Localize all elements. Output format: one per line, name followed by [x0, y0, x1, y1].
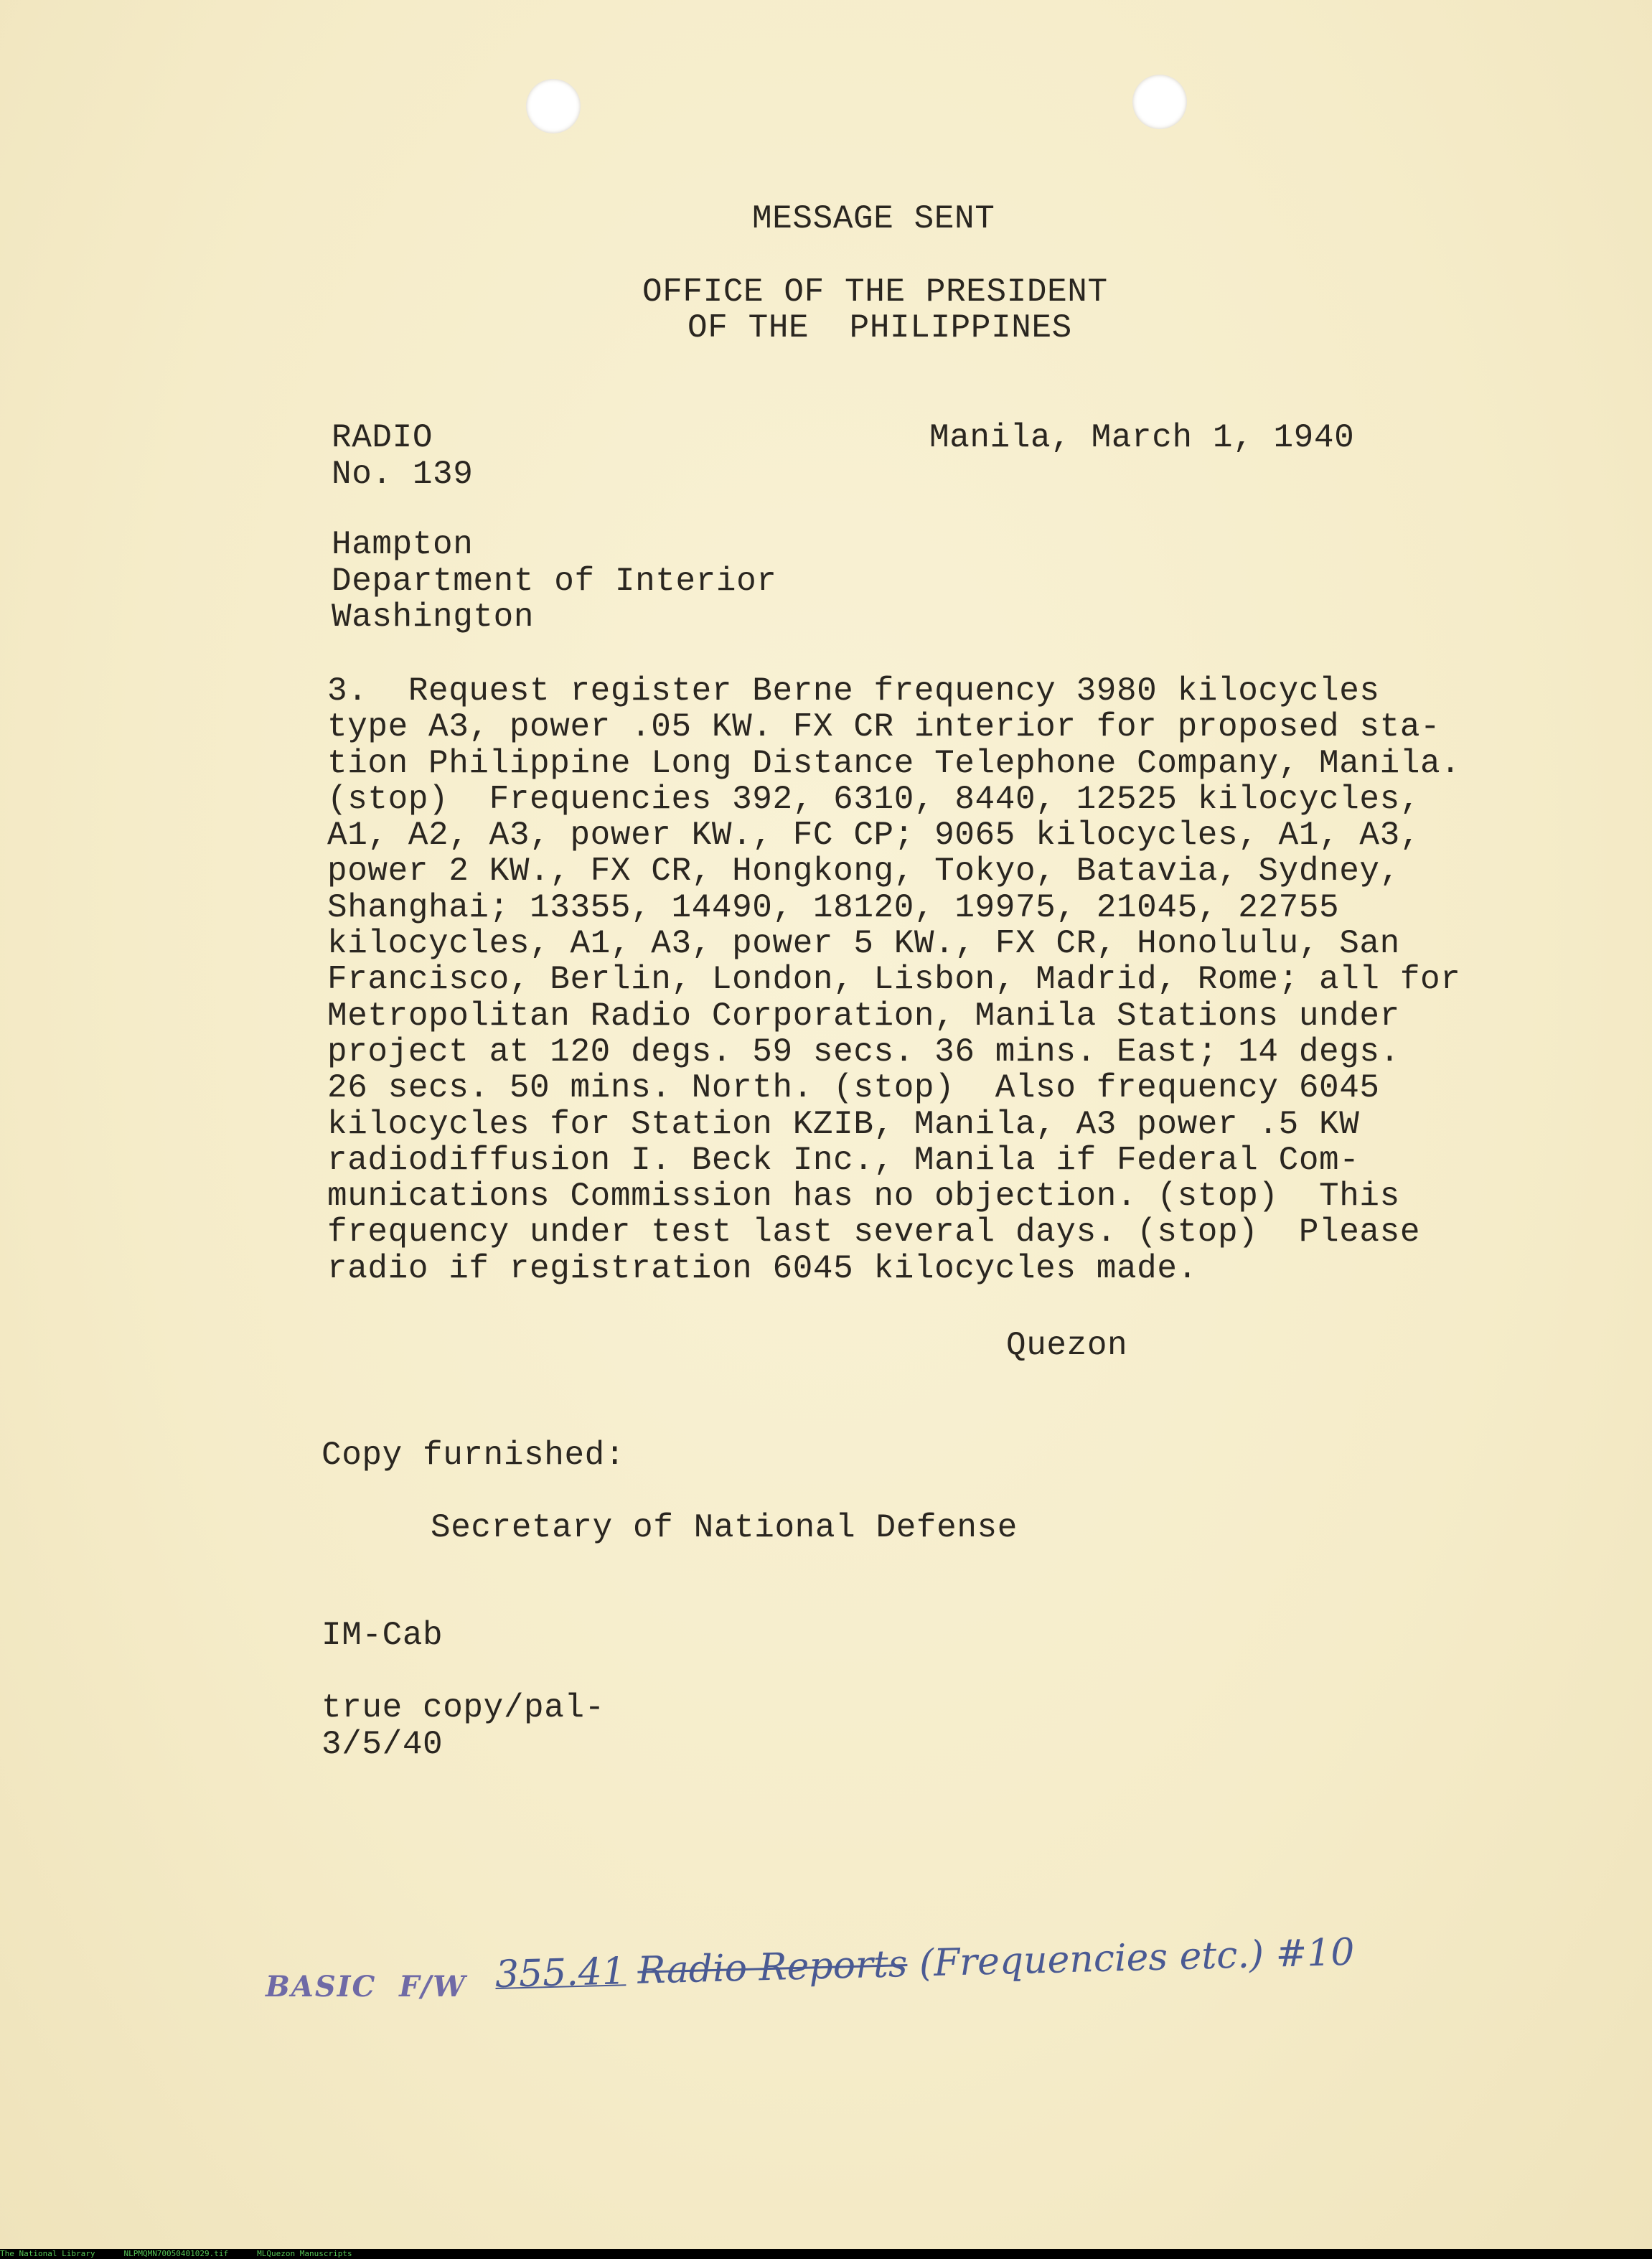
archive-footer-bar: [0, 2249, 1652, 2259]
true-copy-label: true copy/pal-: [322, 1689, 605, 1727]
message-number: No. 139: [332, 456, 474, 493]
copy-furnished-label: Copy furnished:: [322, 1437, 626, 1474]
true-copy-date: 3/5/40: [322, 1726, 443, 1763]
footer-library: The National Library: [0, 2249, 95, 2258]
typist-initials: IM-Cab: [322, 1617, 443, 1654]
document-title: MESSAGE SENT: [752, 200, 995, 238]
place-date: Manila, March 1, 1940: [929, 419, 1355, 456]
file-note: (Frequencies etc.) #10: [906, 1930, 1356, 1986]
basic-stamp: BASIC F/W: [266, 1970, 467, 2004]
handwritten-file-note: [494, 1931, 1355, 1996]
footer-filename: NLPMQMN70050401029.tif: [123, 2249, 229, 2258]
copy-recipient: Secretary of National Defense: [431, 1509, 1018, 1546]
addressee-block: Hampton Department of Interior Washington: [332, 526, 777, 636]
struck-text: Radio Reports: [637, 1942, 909, 1993]
signature: Quezon: [1006, 1327, 1128, 1364]
office-line-1: OFFICE OF THE PRESIDENT: [642, 273, 1108, 311]
file-number: 355.41: [494, 1950, 626, 1996]
footer-collection: MLQuezon Manuscripts: [257, 2249, 352, 2258]
punch-hole-right: [1132, 75, 1187, 129]
message-body: 3. Request register Berne frequency 3980 kilocycles type A3, power .05 KW. FX CR interior for proposed sta- tion Philippine Long Distance Telephone Company, Manila. (stop) Frequencies 392, 6310, 8440, 12525 kilocycles, A1, A2, A3, power KW., FC CP; 9065 kilocycles, A1, A3, power 2 KW., FX CR, Hongkong, Tokyo, Batavia, Sydney, Shanghai; 13355, 14490, 18120, 19975, 21045, 22755 kilocycles, A1, A3, power 5 KW., FX CR, Honolulu, San Francisco, Berlin, London, Lisbon, Madrid, Rome; all for Metropolitan Radio Corporation, Manila Stations under project at 120 degs. 59 secs. 36 mins. East; 14 degs. 26 secs. 50 mins. North. (stop) Also frequency 6045 kilocycles for Station KZIB, Manila, A3 power .5 KW radiodiffusion I. Beck Inc., Manila if Federal Com- munications Commission has no objection. (stop) This frequency under test last several days. (stop) Please radio if registration 6045 kilocycles made.: [327, 672, 1461, 1287]
message-type: RADIO: [332, 419, 433, 456]
office-line-2: OF THE PHILIPPINES: [687, 309, 1072, 347]
punch-hole-left: [526, 79, 581, 133]
